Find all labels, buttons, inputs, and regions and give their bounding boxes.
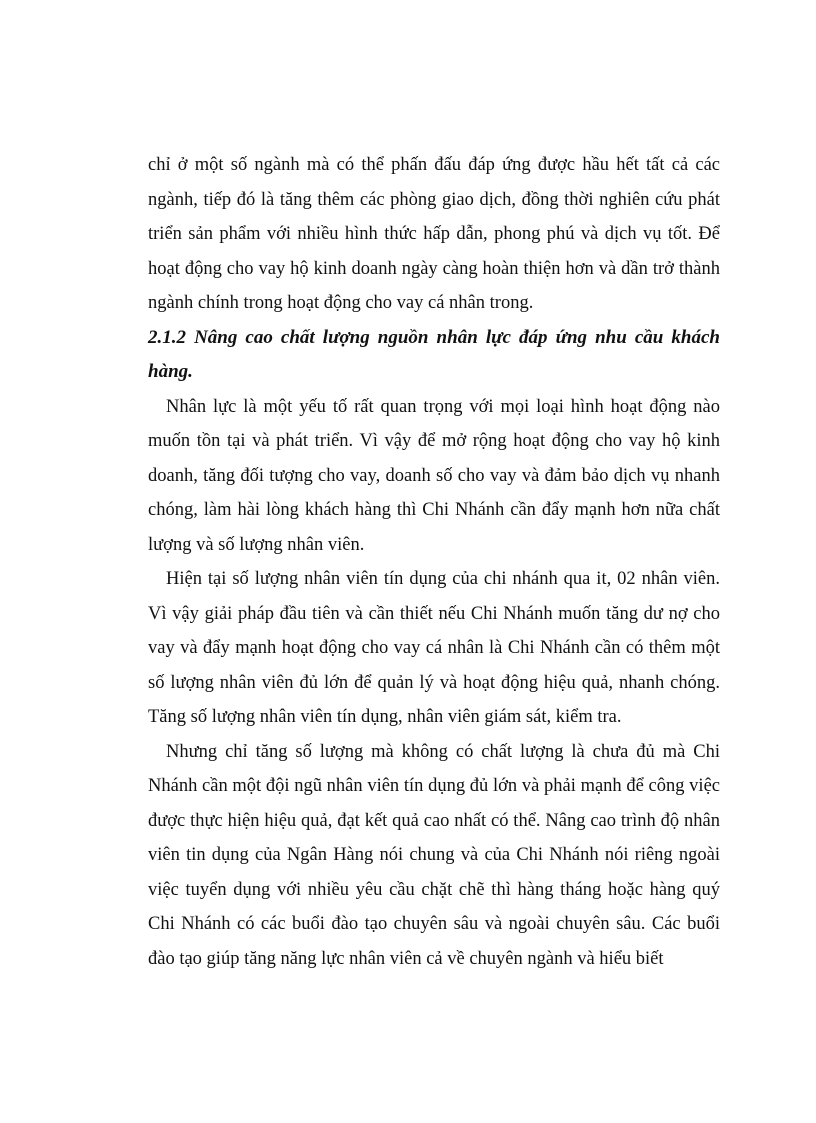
paragraph-continuation: chỉ ở một số ngành mà có thể phấn đấu đáp ứng được hầu hết tất cả các ngành, tiếp đó là tăng thêm các phòng giao dịch, đồng thời nghiên cứu phát triển sản phẩm với nhiều hình thức hấp dẫn, phong phú và dịch vụ tốt. Để hoạt động cho vay hộ kinh doanh ngày càng hoàn thiện hơn và dần trở thành ngành chính trong hoạt động cho vay cá nhân trong. [148, 155, 720, 313]
paragraph-staff-quality: Nhưng chỉ tăng số lượng mà không có chất lượng là chưa đủ mà Chi Nhánh cần một đội ngũ nhân viên tín dụng đủ lớn và phải mạnh để công việc được thực hiện hiệu quả, đạt kết quả cao nhất có thể. Nâng cao trình độ nhân viên tin dụng của Ngân Hàng nói chung và của Chi Nhánh nói riêng ngoài việc tuyển dụng với nhiều yêu cầu chặt chẽ thì hàng tháng hoặc hàng quý Chi Nhánh có các buổi đào tạo chuyên sâu và ngoài chuyên sâu. Các buổi đào tạo giúp tăng năng lực nhân viên cả về chuyên ngành và hiểu biết [148, 741, 720, 969]
section-heading: 2.1.2 Nâng cao chất lượng nguồn nhân lực đáp ứng nhu cầu khách hàng. [148, 326, 720, 382]
document-page [148, 148, 720, 976]
paragraph-human-resources: Nhân lực là một yếu tố rất quan trọng với mọi loại hình hoạt động nào muốn tồn tại và phát triển. Vì vậy để mở rộng hoạt động cho vay hộ kinh doanh, tăng đối tượng cho vay, doanh số cho vay và đảm bảo dịch vụ nhanh chóng, làm hài lòng khách hàng thì Chi Nhánh cần đẩy mạnh hơn nữa chất lượng và số lượng nhân viên. [148, 396, 720, 555]
paragraph-staff-count: Hiện tại số lượng nhân viên tín dụng của chi nhánh qua it, 02 nhân viên. Vì vậy giải pháp đầu tiên và cần thiết nếu Chi Nhánh muốn tăng dư nợ cho vay và đẩy mạnh hoạt động cho vay cá nhân là Chi Nhánh cần có thêm một số lượng nhân viên đủ lớn để quản lý và hoạt động hiệu quả, nhanh chóng. Tăng số lượng nhân viên tín dụng, nhân viên giám sát, kiểm tra. [148, 569, 720, 727]
